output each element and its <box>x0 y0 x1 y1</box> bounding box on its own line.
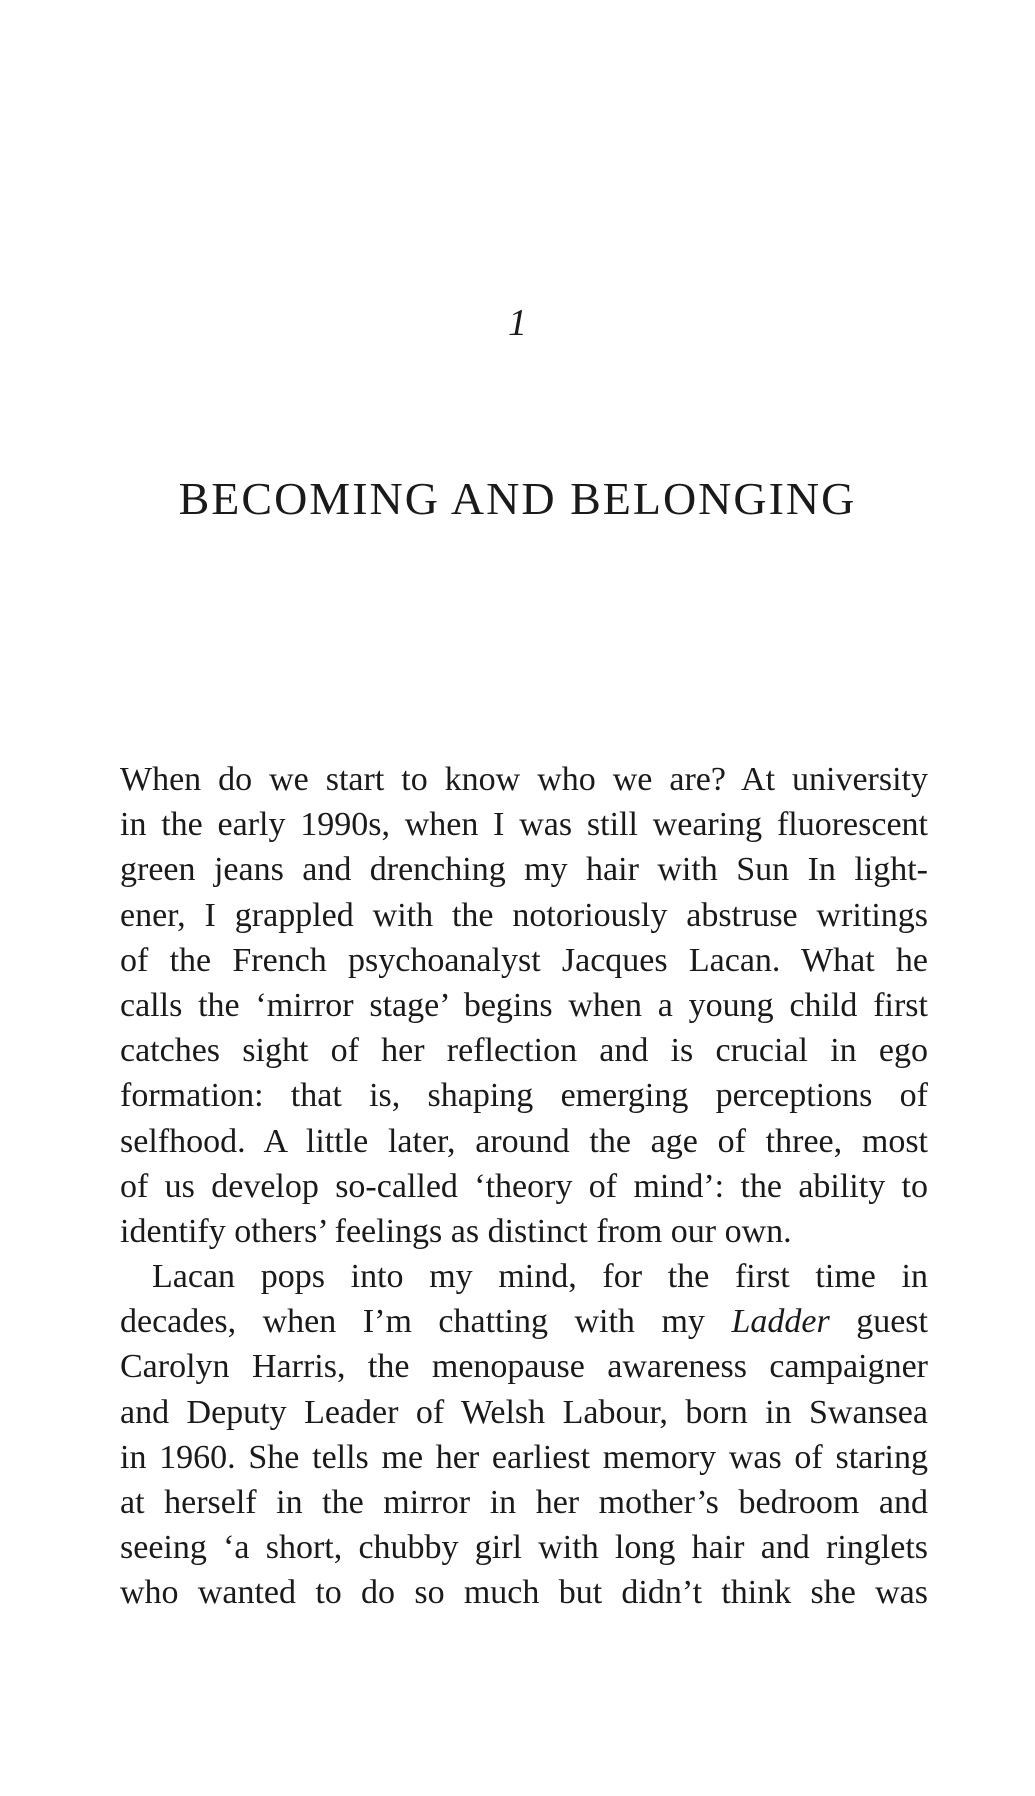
text-line: calls the ‘mirror stage’ begins when a young child first <box>120 986 928 1024</box>
text-line: Carolyn Harris, the menopause awareness campaigner <box>120 1348 928 1386</box>
text-line: formation: that is, shaping emerging perceptions of <box>120 1077 928 1115</box>
text-line: Lacan pops into my mind, for the first time in <box>152 1258 928 1296</box>
text-line: identify others’ feelings as distinct from our own. <box>120 1212 792 1250</box>
paragraph-2 <box>120 1254 928 1616</box>
text-line: at herself in the mirror in her mother’s bedroom and <box>120 1484 928 1521</box>
italic-title: Ladder <box>731 1303 830 1341</box>
text-line: in 1960. She tells me her earliest memory was of staring <box>120 1438 928 1476</box>
text-line: catches sight of her reflection and is crucial in ego <box>120 1032 928 1070</box>
text-line: who wanted to do so much but didn’t think she was <box>120 1574 928 1612</box>
text-line: selfhood. A little later, around the age of three, most <box>120 1122 928 1160</box>
text-segment: decades, when I’m chatting with my <box>120 1303 732 1341</box>
text-line: of us develop so-called ‘theory of mind’: the ability to <box>120 1167 928 1205</box>
chapter-title: BECOMING AND BELONGING <box>178 473 857 524</box>
text-line: seeing ‘a short, chubby girl with long hair and ringlets <box>120 1529 928 1567</box>
text-segment: guest <box>829 1303 928 1341</box>
text-line: ener, I grappled with the notoriously abstruse writings <box>120 896 928 934</box>
text-line-with-italic <box>120 1299 928 1344</box>
text-line: and Deputy Leader of Welsh Labour, born in Swansea <box>120 1393 928 1431</box>
body-text <box>120 757 928 1616</box>
paragraph-1 <box>120 757 928 1254</box>
text-line: in the early 1990s, when I was still wearing fluorescent <box>120 806 928 844</box>
text-line: of the French psychoanalyst Jacques Lacan. What he <box>120 941 928 979</box>
text-line: green jeans and drenching my hair with Sun In light- <box>120 851 928 889</box>
text-line: When do we start to know who we are? At university <box>120 761 928 798</box>
chapter-number: 1 <box>508 302 527 344</box>
